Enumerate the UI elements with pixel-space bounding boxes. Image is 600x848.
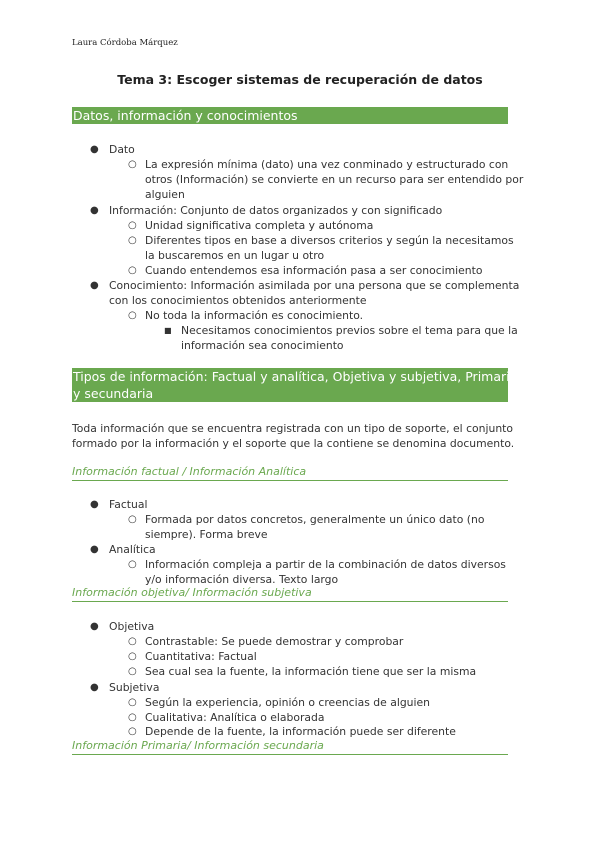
bullet-level2: ○ xyxy=(128,559,137,570)
list-item-text: Unidad significativa completa y autónoma xyxy=(145,219,374,232)
list-item-text: Cuando entendemos esa información pasa a ser conocimiento xyxy=(145,264,483,277)
section-heading-tipos xyxy=(72,368,518,402)
list-item-text: Conocimiento: Información asimilada por una persona que se complementa xyxy=(109,279,520,292)
list-item-text: Factual xyxy=(109,498,148,511)
list-item xyxy=(109,542,156,557)
list-item-text: con los conocimientos obtenidos anteriormente xyxy=(109,294,367,307)
list-item xyxy=(145,695,430,710)
list-item-text: Formada por datos concretos, generalmente un único dato (no xyxy=(145,513,485,526)
document-title: Tema 3: Escoger sistemas de recuperación de datos xyxy=(117,72,483,87)
list-item xyxy=(145,664,476,679)
bullet-level2: ○ xyxy=(128,712,137,723)
bullet-level1: ● xyxy=(90,280,99,291)
list-item xyxy=(181,323,518,353)
subheading-primaria-secundaria: Información Primaria/ Información secundaria xyxy=(72,739,508,755)
list-item-text: Subjetiva xyxy=(109,681,160,694)
bullet-level1: ● xyxy=(90,682,99,693)
bullet-level1: ● xyxy=(90,621,99,632)
intro-paragraph xyxy=(72,421,514,451)
list-item xyxy=(145,557,506,587)
list-item-text: Cuantitativa: Factual xyxy=(145,650,257,663)
subheading-factual-analitica: Información factual / Información Analítica xyxy=(72,465,508,481)
list-item xyxy=(145,263,482,278)
list-item-text: siempre). Forma breve xyxy=(145,528,268,541)
list-item xyxy=(109,203,442,218)
list-item-text: Necesitamos conocimientos previos sobre el tema para que la xyxy=(181,324,518,337)
bullet-level3: ■ xyxy=(164,326,172,335)
list-item xyxy=(145,233,514,263)
list-item-text: Según la experiencia, opinión o creencias de alguien xyxy=(145,696,431,709)
list-item xyxy=(109,497,147,512)
list-item-text: Diferentes tipos en base a diversos criterios y según la necesitamos xyxy=(145,234,514,247)
list-item-text: Cualitativa: Analítica o elaborada xyxy=(145,711,325,724)
list-item-text: y/o información diversa. Texto largo xyxy=(145,573,339,586)
bullet-level2: ○ xyxy=(128,666,137,677)
list-item xyxy=(145,308,363,323)
list-item-text: Analítica xyxy=(109,543,156,556)
bullet-level2: ○ xyxy=(128,265,137,276)
list-item-text: otros (Información) se convierte en un recurso para ser entendido por xyxy=(145,173,524,186)
list-item xyxy=(109,619,154,634)
list-item xyxy=(109,680,159,695)
paragraph-line: formado por la información y el soporte que la contiene se denomina documento. xyxy=(72,437,515,450)
section-heading-text: y secundaria xyxy=(73,386,154,401)
list-item xyxy=(145,710,325,725)
list-item xyxy=(145,218,373,233)
bullet-level1: ● xyxy=(90,499,99,510)
list-item-text: información sea conocimiento xyxy=(181,339,344,352)
bullet-level2: ○ xyxy=(128,697,137,708)
bullet-level2: ○ xyxy=(128,636,137,647)
list-item-text: Información: Conjunto de datos organizados y con significado xyxy=(109,204,443,217)
bullet-level2: ○ xyxy=(128,514,137,525)
list-item-text: Objetiva xyxy=(109,620,155,633)
list-item-text: la buscaremos en un lugar u otro xyxy=(145,249,325,262)
section-heading-text: Datos, información y conocimientos xyxy=(73,108,298,123)
list-item xyxy=(109,278,519,308)
bullet-level2: ○ xyxy=(128,310,137,321)
subheading-objetiva-subjetiva: Información objetiva/ Información subjetiva xyxy=(72,586,508,602)
section-heading-text: Tipos de información: Factual y analítica, Objetiva y subjetiva, Primaria xyxy=(73,369,518,384)
list-item xyxy=(145,512,484,542)
list-item-text: alguien xyxy=(145,188,185,201)
list-item xyxy=(145,634,403,649)
list-item xyxy=(109,142,135,157)
list-item xyxy=(145,649,257,664)
list-item xyxy=(145,724,456,739)
list-item-text: Dato xyxy=(109,143,135,156)
bullet-level1: ● xyxy=(90,144,99,155)
list-item-text: La expresión mínima (dato) una vez conminado y estructurado con xyxy=(145,158,509,171)
bullet-level2: ○ xyxy=(128,159,137,170)
bullet-level1: ● xyxy=(90,205,99,216)
bullet-level2: ○ xyxy=(128,726,137,737)
list-item-text: Depende de la fuente, la información puede ser diferente xyxy=(145,725,456,738)
bullet-level2: ○ xyxy=(128,235,137,246)
author-name: Laura Córdoba Márquez xyxy=(72,38,178,48)
paragraph-line: Toda información que se encuentra registrada con un tipo de soporte, el conjunto xyxy=(72,422,514,435)
list-item-text: Información compleja a partir de la combinación de datos diversos xyxy=(145,558,506,571)
list-item xyxy=(145,157,523,202)
list-item-text: No toda la información es conocimiento. xyxy=(145,309,364,322)
bullet-level1: ● xyxy=(90,544,99,555)
bullet-level2: ○ xyxy=(128,651,137,662)
bullet-level2: ○ xyxy=(128,220,137,231)
list-item-text: Sea cual sea la fuente, la información tiene que ser la misma xyxy=(145,665,477,678)
list-item-text: Contrastable: Se puede demostrar y comprobar xyxy=(145,635,404,648)
section-heading-datos xyxy=(72,107,508,124)
